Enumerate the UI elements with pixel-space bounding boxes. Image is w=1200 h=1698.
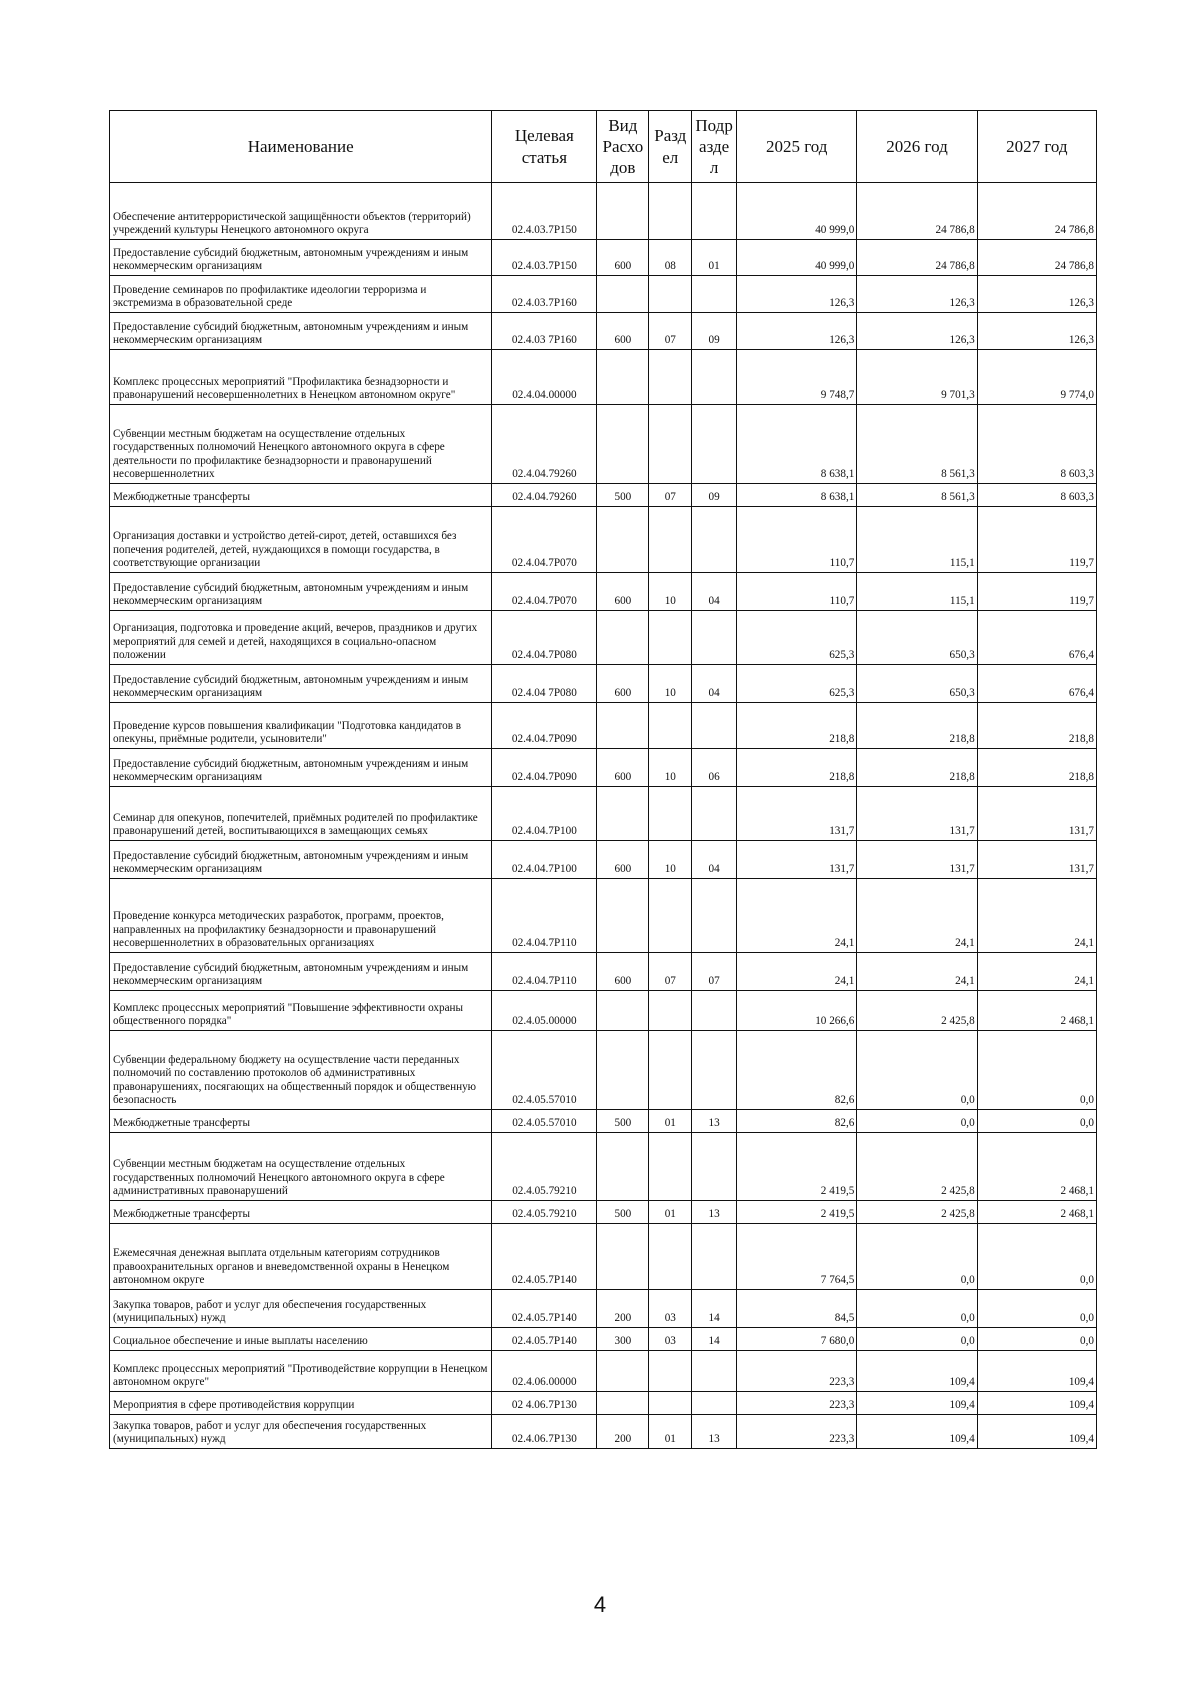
row-subsection-cell (692, 405, 737, 484)
row-expense-kind-cell: 300 (597, 1328, 649, 1351)
row-value-2027-cell: 126,3 (977, 313, 1096, 350)
row-value-2026-cell: 8 561,3 (857, 484, 977, 507)
row-expense-kind-cell: 600 (597, 665, 649, 703)
table-row (110, 1031, 1097, 1110)
row-value-2026-cell: 0,0 (857, 1031, 977, 1110)
row-expense-kind-cell (597, 879, 649, 953)
table-header-row (110, 111, 1097, 183)
row-subsection-cell (692, 1133, 737, 1201)
row-subsection-cell: 04 (692, 665, 737, 703)
row-value-2027-cell: 218,8 (977, 703, 1096, 749)
row-name-cell: Предоставление субсидий бюджетным, автономным учреждениям и иным некоммерческим организациям (110, 313, 492, 350)
row-name-cell: Субвенции местным бюджетам на осуществление отдельных государственных полномочий Ненецкого автономного округа в сфере деятельности по профилактике безнадзорности и правонарушений несовершеннолетних (110, 405, 492, 484)
row-target-article-cell: 02.4.05.7Р140 (492, 1328, 597, 1351)
row-value-2026-cell: 0,0 (857, 1224, 977, 1290)
row-target-article-cell: 02.4.03.7Р160 (492, 276, 597, 313)
row-value-2025-cell: 223,3 (737, 1351, 857, 1392)
row-name-cell: Проведение конкурса методических разработок, программ, проектов, направленных на профилактику безнадзорности и правонарушений несовершеннолетних в образовательных организациях (110, 879, 492, 953)
row-value-2027-cell: 24,1 (977, 953, 1096, 991)
row-target-article-cell: 02.4.04.7Р090 (492, 703, 597, 749)
table-row (110, 276, 1097, 313)
row-value-2027-cell: 8 603,3 (977, 484, 1096, 507)
row-value-2027-cell: 0,0 (977, 1224, 1096, 1290)
row-value-2025-cell: 223,3 (737, 1415, 857, 1449)
row-subsection-cell (692, 1224, 737, 1290)
row-subsection-cell (692, 703, 737, 749)
row-expense-kind-cell: 600 (597, 313, 649, 350)
row-value-2025-cell: 24,1 (737, 953, 857, 991)
row-value-2027-cell: 119,7 (977, 507, 1096, 573)
row-expense-kind-cell (597, 1224, 649, 1290)
row-subsection-cell (692, 991, 737, 1031)
row-value-2025-cell: 84,5 (737, 1290, 857, 1328)
table-row (110, 405, 1097, 484)
header-name: Наименование (110, 111, 492, 183)
table-row (110, 240, 1097, 276)
row-target-article-cell: 02.4.05.00000 (492, 991, 597, 1031)
row-subsection-cell: 04 (692, 573, 737, 611)
row-name-cell: Закупка товаров, работ и услуг для обеспечения государственных (муниципальных) нужд (110, 1415, 492, 1449)
table-row (110, 1133, 1097, 1201)
row-subsection-cell (692, 611, 737, 665)
row-section-cell: 10 (649, 841, 692, 879)
row-expense-kind-cell (597, 1351, 649, 1392)
table-row (110, 1415, 1097, 1449)
row-value-2025-cell: 24,1 (737, 879, 857, 953)
row-target-article-cell: 02.4.03.7Р150 (492, 183, 597, 240)
row-value-2027-cell: 126,3 (977, 276, 1096, 313)
row-target-article-cell: 02.4.05.57010 (492, 1031, 597, 1110)
row-name-cell: Субвенции местным бюджетам на осуществление отдельных государственных полномочий Ненецкого автономного округа в сфере административных правонарушений (110, 1133, 492, 1201)
row-value-2027-cell: 109,4 (977, 1351, 1096, 1392)
row-value-2027-cell: 131,7 (977, 787, 1096, 841)
row-value-2026-cell: 131,7 (857, 841, 977, 879)
row-section-cell (649, 879, 692, 953)
row-subsection-cell: 09 (692, 313, 737, 350)
row-subsection-cell (692, 276, 737, 313)
header-year-2027: 2027 год (977, 111, 1096, 183)
row-expense-kind-cell (597, 703, 649, 749)
row-value-2027-cell: 109,4 (977, 1415, 1096, 1449)
row-name-cell: Предоставление субсидий бюджетным, автономным учреждениям и иным некоммерческим организациям (110, 573, 492, 611)
row-name-cell: Мероприятия в сфере противодействия коррупции (110, 1392, 492, 1415)
row-value-2026-cell: 9 701,3 (857, 350, 977, 405)
row-target-article-cell: 02.4.04 7Р080 (492, 665, 597, 703)
row-section-cell (649, 1392, 692, 1415)
row-name-cell: Обеспечение антитеррористической защищённости объектов (территорий) учреждений культуры Ненецкого автономного округа (110, 183, 492, 240)
row-name-cell: Предоставление субсидий бюджетным, автономным учреждениям и иным некоммерческим организациям (110, 240, 492, 276)
row-name-cell: Проведение семинаров по профилактике идеологии терроризма и экстремизма в образовательной среде (110, 276, 492, 313)
row-value-2025-cell: 110,7 (737, 573, 857, 611)
row-section-cell: 03 (649, 1328, 692, 1351)
row-target-article-cell: 02.4.04.7Р080 (492, 611, 597, 665)
row-name-cell: Предоставление субсидий бюджетным, автономным учреждениям и иным некоммерческим организациям (110, 749, 492, 787)
row-target-article-cell: 02.4.05.7Р140 (492, 1224, 597, 1290)
row-expense-kind-cell (597, 787, 649, 841)
row-value-2026-cell: 126,3 (857, 313, 977, 350)
row-value-2026-cell: 218,8 (857, 703, 977, 749)
row-section-cell: 10 (649, 665, 692, 703)
row-section-cell (649, 1224, 692, 1290)
row-value-2025-cell: 7 764,5 (737, 1224, 857, 1290)
row-expense-kind-cell: 200 (597, 1290, 649, 1328)
row-value-2027-cell: 0,0 (977, 1110, 1096, 1133)
row-value-2026-cell: 115,1 (857, 507, 977, 573)
table-row (110, 313, 1097, 350)
header-target-article: Целевая статья (492, 111, 597, 183)
row-value-2027-cell: 9 774,0 (977, 350, 1096, 405)
row-subsection-cell: 13 (692, 1110, 737, 1133)
row-target-article-cell: 02.4.05.79210 (492, 1201, 597, 1224)
row-value-2025-cell: 2 419,5 (737, 1133, 857, 1201)
row-value-2026-cell: 2 425,8 (857, 1201, 977, 1224)
row-expense-kind-cell: 600 (597, 573, 649, 611)
row-target-article-cell: 02.4.04.7Р110 (492, 953, 597, 991)
table-body (110, 183, 1097, 1449)
table-row (110, 787, 1097, 841)
row-value-2025-cell: 126,3 (737, 313, 857, 350)
row-value-2025-cell: 8 638,1 (737, 405, 857, 484)
table-row (110, 183, 1097, 240)
row-target-article-cell: 02.4.05.57010 (492, 1110, 597, 1133)
row-subsection-cell (692, 350, 737, 405)
row-value-2026-cell: 131,7 (857, 787, 977, 841)
row-section-cell: 07 (649, 313, 692, 350)
row-value-2026-cell: 109,4 (857, 1392, 977, 1415)
row-subsection-cell: 14 (692, 1328, 737, 1351)
row-subsection-cell (692, 183, 737, 240)
row-value-2025-cell: 131,7 (737, 841, 857, 879)
row-value-2025-cell: 126,3 (737, 276, 857, 313)
table-row (110, 749, 1097, 787)
table-row (110, 703, 1097, 749)
table-row (110, 1224, 1097, 1290)
row-value-2027-cell: 676,4 (977, 611, 1096, 665)
table-row (110, 1328, 1097, 1351)
table-row (110, 953, 1097, 991)
row-value-2026-cell: 0,0 (857, 1328, 977, 1351)
row-value-2027-cell: 2 468,1 (977, 1201, 1096, 1224)
table-row (110, 665, 1097, 703)
row-subsection-cell (692, 879, 737, 953)
row-target-article-cell: 02.4.05.79210 (492, 1133, 597, 1201)
row-subsection-cell (692, 787, 737, 841)
row-name-cell: Межбюджетные трансферты (110, 484, 492, 507)
row-value-2027-cell: 24 786,8 (977, 240, 1096, 276)
table-row (110, 573, 1097, 611)
header-year-2026: 2026 год (857, 111, 977, 183)
row-target-article-cell: 02.4.04.79260 (492, 405, 597, 484)
row-value-2026-cell: 218,8 (857, 749, 977, 787)
row-section-cell (649, 183, 692, 240)
row-expense-kind-cell: 500 (597, 484, 649, 507)
row-section-cell (649, 611, 692, 665)
row-section-cell (649, 276, 692, 313)
row-name-cell: Семинар для опекунов, попечителей, приёмных родителей по профилактике правонарушений детей, воспитывающихся в замещающих семьях (110, 787, 492, 841)
row-name-cell: Предоставление субсидий бюджетным, автономным учреждениям и иным некоммерческим организациям (110, 841, 492, 879)
row-value-2027-cell: 0,0 (977, 1328, 1096, 1351)
header-expense-kind: Вид Расхо дов (597, 111, 649, 183)
row-value-2027-cell: 218,8 (977, 749, 1096, 787)
row-value-2026-cell: 24,1 (857, 953, 977, 991)
row-value-2027-cell: 676,4 (977, 665, 1096, 703)
row-subsection-cell: 09 (692, 484, 737, 507)
row-section-cell: 03 (649, 1290, 692, 1328)
row-value-2026-cell: 2 425,8 (857, 991, 977, 1031)
row-name-cell: Проведение курсов повышения квалификации "Подготовка кандидатов в опекуны, приёмные родители, усыновители" (110, 703, 492, 749)
row-value-2027-cell: 0,0 (977, 1031, 1096, 1110)
row-expense-kind-cell (597, 991, 649, 1031)
row-target-article-cell: 02.4.04.7Р100 (492, 787, 597, 841)
row-value-2025-cell: 82,6 (737, 1031, 857, 1110)
row-target-article-cell: 02.4.04.7Р090 (492, 749, 597, 787)
row-subsection-cell (692, 1392, 737, 1415)
row-value-2026-cell: 126,3 (857, 276, 977, 313)
row-target-article-cell: 02.4.04.7Р110 (492, 879, 597, 953)
row-value-2025-cell: 10 266,6 (737, 991, 857, 1031)
row-value-2025-cell: 40 999,0 (737, 183, 857, 240)
row-expense-kind-cell (597, 183, 649, 240)
row-expense-kind-cell: 600 (597, 749, 649, 787)
row-value-2027-cell: 24 786,8 (977, 183, 1096, 240)
row-target-article-cell: 02.4.03.7Р150 (492, 240, 597, 276)
row-name-cell: Комплекс процессных мероприятий "Противодействие коррупции в Ненецком автономном округе" (110, 1351, 492, 1392)
row-value-2026-cell: 650,3 (857, 665, 977, 703)
row-expense-kind-cell (597, 350, 649, 405)
row-subsection-cell: 07 (692, 953, 737, 991)
row-target-article-cell: 02.4.04.7Р100 (492, 841, 597, 879)
row-section-cell: 01 (649, 1201, 692, 1224)
row-value-2025-cell: 218,8 (737, 703, 857, 749)
row-value-2026-cell: 24,1 (857, 879, 977, 953)
row-value-2025-cell: 625,3 (737, 665, 857, 703)
row-name-cell: Межбюджетные трансферты (110, 1201, 492, 1224)
row-section-cell: 01 (649, 1110, 692, 1133)
row-value-2027-cell: 119,7 (977, 573, 1096, 611)
row-expense-kind-cell (597, 1392, 649, 1415)
row-value-2025-cell: 625,3 (737, 611, 857, 665)
table-row (110, 507, 1097, 573)
table-row (110, 841, 1097, 879)
row-value-2026-cell: 115,1 (857, 573, 977, 611)
row-value-2026-cell: 109,4 (857, 1415, 977, 1449)
row-value-2025-cell: 218,8 (737, 749, 857, 787)
table-row (110, 1392, 1097, 1415)
table-row (110, 879, 1097, 953)
row-subsection-cell: 06 (692, 749, 737, 787)
row-section-cell (649, 1351, 692, 1392)
row-value-2026-cell: 0,0 (857, 1110, 977, 1133)
row-section-cell: 10 (649, 749, 692, 787)
row-target-article-cell: 02 4.06.7Р130 (492, 1392, 597, 1415)
row-section-cell (649, 350, 692, 405)
row-name-cell: Закупка товаров, работ и услуг для обеспечения государственных (муниципальных) нужд (110, 1290, 492, 1328)
row-expense-kind-cell (597, 507, 649, 573)
row-target-article-cell: 02.4.05.7Р140 (492, 1290, 597, 1328)
row-subsection-cell: 14 (692, 1290, 737, 1328)
row-value-2026-cell: 0,0 (857, 1290, 977, 1328)
table-row (110, 611, 1097, 665)
row-section-cell: 08 (649, 240, 692, 276)
row-expense-kind-cell: 600 (597, 953, 649, 991)
row-value-2027-cell: 0,0 (977, 1290, 1096, 1328)
row-name-cell: Социальное обеспечение и иные выплаты населению (110, 1328, 492, 1351)
row-subsection-cell (692, 1351, 737, 1392)
header-year-2025: 2025 год (737, 111, 857, 183)
row-value-2027-cell: 2 468,1 (977, 1133, 1096, 1201)
row-expense-kind-cell (597, 276, 649, 313)
row-name-cell: Предоставление субсидий бюджетным, автономным учреждениям и иным некоммерческим организациям (110, 665, 492, 703)
row-target-article-cell: 02.4.04.79260 (492, 484, 597, 507)
row-value-2027-cell: 2 468,1 (977, 991, 1096, 1031)
row-target-article-cell: 02.4.06.7Р130 (492, 1415, 597, 1449)
row-expense-kind-cell (597, 405, 649, 484)
row-subsection-cell: 13 (692, 1415, 737, 1449)
row-value-2026-cell: 650,3 (857, 611, 977, 665)
row-value-2026-cell: 8 561,3 (857, 405, 977, 484)
table-row (110, 1290, 1097, 1328)
row-section-cell: 07 (649, 953, 692, 991)
row-name-cell: Комплекс процессных мероприятий "Профилактика безнадзорности и правонарушений несовершеннолетних в Ненецком автономном округе" (110, 350, 492, 405)
header-subsection: Подр азде л (692, 111, 737, 183)
row-subsection-cell: 13 (692, 1201, 737, 1224)
table-row (110, 1110, 1097, 1133)
row-expense-kind-cell: 500 (597, 1201, 649, 1224)
row-section-cell (649, 787, 692, 841)
row-target-article-cell: 02.4.04.7Р070 (492, 507, 597, 573)
row-subsection-cell: 04 (692, 841, 737, 879)
row-section-cell (649, 703, 692, 749)
row-value-2025-cell: 223,3 (737, 1392, 857, 1415)
row-value-2027-cell: 24,1 (977, 879, 1096, 953)
header-section: Разд ел (649, 111, 692, 183)
row-name-cell: Ежемесячная денежная выплата отдельным категориям сотрудников правоохранительных органов и вневедомственной охраны в Ненецком автономном округе (110, 1224, 492, 1290)
row-name-cell: Субвенции федеральному бюджету на осуществление части переданных полномочий по составлению протоколов об административных правонарушениях, посягающих на общественный порядок и общественную безопасность (110, 1031, 492, 1110)
row-expense-kind-cell: 600 (597, 841, 649, 879)
row-target-article-cell: 02.4.04.00000 (492, 350, 597, 405)
budget-table (109, 110, 1097, 1449)
row-subsection-cell (692, 507, 737, 573)
row-target-article-cell: 02.4.04.7Р070 (492, 573, 597, 611)
row-value-2025-cell: 2 419,5 (737, 1201, 857, 1224)
row-value-2027-cell: 109,4 (977, 1392, 1096, 1415)
row-name-cell: Комплекс процессных мероприятий "Повышение эффективности охраны общественного порядка" (110, 991, 492, 1031)
row-target-article-cell: 02.4.06.00000 (492, 1351, 597, 1392)
row-name-cell: Организация, подготовка и проведение акций, вечеров, праздников и других мероприятий для семей и детей, находящихся в социально-опасном положении (110, 611, 492, 665)
row-value-2025-cell: 7 680,0 (737, 1328, 857, 1351)
row-name-cell: Предоставление субсидий бюджетным, автономным учреждениям и иным некоммерческим организациям (110, 953, 492, 991)
row-target-article-cell: 02.4.03 7Р160 (492, 313, 597, 350)
row-value-2027-cell: 131,7 (977, 841, 1096, 879)
row-value-2026-cell: 109,4 (857, 1351, 977, 1392)
row-value-2026-cell: 24 786,8 (857, 240, 977, 276)
table-row (110, 991, 1097, 1031)
table-row (110, 484, 1097, 507)
row-section-cell (649, 991, 692, 1031)
row-expense-kind-cell: 600 (597, 240, 649, 276)
row-section-cell (649, 507, 692, 573)
row-section-cell: 07 (649, 484, 692, 507)
row-section-cell (649, 405, 692, 484)
row-value-2025-cell: 40 999,0 (737, 240, 857, 276)
row-name-cell: Межбюджетные трансферты (110, 1110, 492, 1133)
page-number: 4 (593, 1592, 607, 1617)
row-expense-kind-cell (597, 1133, 649, 1201)
table-row (110, 350, 1097, 405)
row-section-cell (649, 1031, 692, 1110)
row-value-2027-cell: 8 603,3 (977, 405, 1096, 484)
row-section-cell: 10 (649, 573, 692, 611)
row-value-2025-cell: 9 748,7 (737, 350, 857, 405)
table-row (110, 1201, 1097, 1224)
row-name-cell: Организация доставки и устройство детей-сирот, детей, оставшихся без попечения родителей, детей, нуждающихся в помощи государства, в соответствующие организации (110, 507, 492, 573)
row-section-cell: 01 (649, 1415, 692, 1449)
row-value-2025-cell: 131,7 (737, 787, 857, 841)
row-value-2025-cell: 110,7 (737, 507, 857, 573)
row-section-cell (649, 1133, 692, 1201)
row-value-2025-cell: 82,6 (737, 1110, 857, 1133)
row-expense-kind-cell (597, 611, 649, 665)
row-value-2026-cell: 24 786,8 (857, 183, 977, 240)
row-subsection-cell: 01 (692, 240, 737, 276)
row-expense-kind-cell (597, 1031, 649, 1110)
row-expense-kind-cell: 200 (597, 1415, 649, 1449)
row-value-2026-cell: 2 425,8 (857, 1133, 977, 1201)
table-row (110, 1351, 1097, 1392)
row-subsection-cell (692, 1031, 737, 1110)
row-expense-kind-cell: 500 (597, 1110, 649, 1133)
row-value-2025-cell: 8 638,1 (737, 484, 857, 507)
